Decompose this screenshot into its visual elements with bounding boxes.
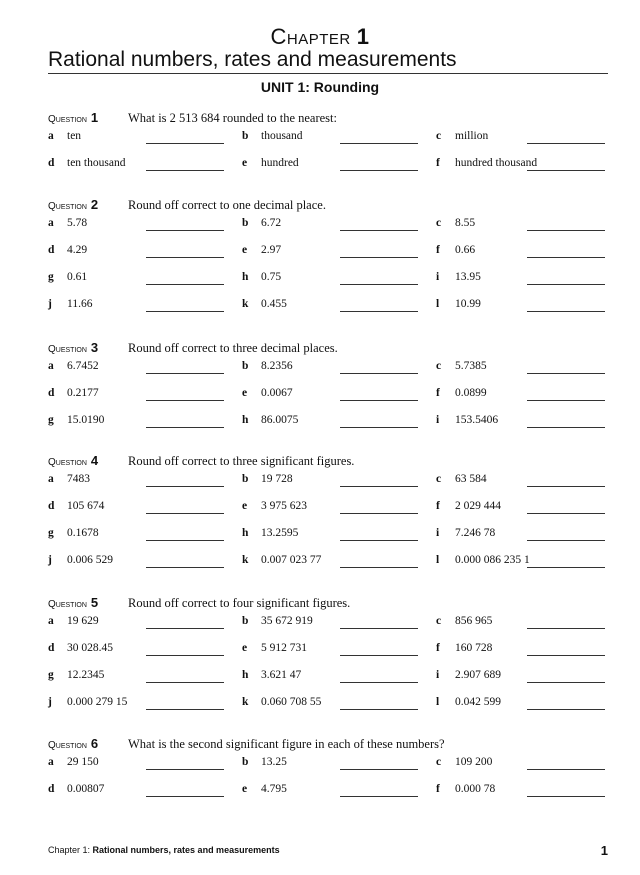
item-value: 8.55 (455, 217, 476, 229)
item-letter: a (48, 360, 54, 372)
item-value: 0.042 599 (455, 696, 501, 708)
answer-blank[interactable] (146, 230, 224, 231)
answer-blank[interactable] (340, 284, 418, 285)
answer-blank[interactable] (527, 170, 605, 171)
chapter-word: Chapter (270, 24, 351, 49)
answer-blank[interactable] (146, 769, 224, 770)
item-letter: f (436, 157, 440, 169)
item-letter: e (242, 157, 248, 169)
answer-blank[interactable] (527, 655, 605, 656)
item-value: 30 028.45 (67, 642, 113, 654)
item-letter: c (436, 756, 442, 768)
answer-blank[interactable] (527, 230, 605, 231)
answer-blank[interactable] (146, 540, 224, 541)
item-value: 0.0899 (455, 387, 487, 399)
answer-blank[interactable] (146, 796, 224, 797)
question-label (48, 110, 128, 125)
item-value: 3 975 623 (261, 500, 307, 512)
answer-blank[interactable] (146, 682, 224, 683)
answer-blank[interactable] (146, 257, 224, 258)
answer-blank[interactable] (146, 170, 224, 171)
item-letter: l (436, 554, 440, 566)
item-letter: d (48, 244, 55, 256)
item-letter: b (242, 130, 249, 142)
item-value: 13.2595 (261, 527, 299, 539)
answer-blank[interactable] (146, 655, 224, 656)
item-value: 7483 (67, 473, 90, 485)
item-letter: a (48, 615, 54, 627)
item-value: 13.95 (455, 271, 481, 283)
item-value: thousand (261, 130, 303, 142)
answer-blank[interactable] (146, 400, 224, 401)
footer-chapter (48, 845, 280, 855)
item-value: 0.2177 (67, 387, 99, 399)
answer-blank[interactable] (527, 284, 605, 285)
heading-divider (48, 73, 608, 74)
item-letter: a (48, 756, 54, 768)
question-label-text: Question (48, 599, 87, 610)
question-number: 5 (90, 595, 99, 610)
question-prompt: Round off correct to three significant figures. (128, 454, 355, 468)
answer-blank[interactable] (146, 513, 224, 514)
chapter-heading (0, 24, 640, 50)
item-letter: g (48, 414, 54, 426)
item-letter: e (242, 500, 248, 512)
item-value: 0.0067 (261, 387, 293, 399)
question-prompt: Round off correct to one decimal place. (128, 198, 326, 212)
answer-blank[interactable] (340, 769, 418, 770)
answer-blank[interactable] (146, 628, 224, 629)
question-label-text: Question (48, 457, 87, 468)
item-value: 0.66 (455, 244, 476, 256)
item-value: ten thousand (67, 157, 126, 169)
answer-blank[interactable] (340, 628, 418, 629)
answer-blank[interactable] (340, 567, 418, 568)
question-label (48, 197, 128, 212)
item-value: 15.0190 (67, 414, 105, 426)
item-letter: f (436, 500, 440, 512)
answer-blank[interactable] (527, 311, 605, 312)
answer-blank[interactable] (340, 427, 418, 428)
item-value: 0.000 086 235 1 (455, 554, 530, 566)
item-letter: e (242, 244, 248, 256)
answer-blank[interactable] (146, 567, 224, 568)
question-label (48, 595, 128, 610)
item-value: 10.99 (455, 298, 481, 310)
answer-blank[interactable] (340, 682, 418, 683)
item-value: 35 672 919 (261, 615, 313, 627)
item-value: 13.25 (261, 756, 287, 768)
item-value: 2.907 689 (455, 669, 501, 681)
item-value: hundred thousand (455, 157, 538, 169)
answer-blank[interactable] (146, 709, 224, 710)
item-value: hundred (261, 157, 299, 169)
item-letter: a (48, 130, 54, 142)
item-value: 19 728 (261, 473, 293, 485)
answer-blank[interactable] (527, 513, 605, 514)
answer-blank[interactable] (146, 486, 224, 487)
item-letter: d (48, 500, 55, 512)
item-letter: k (242, 298, 249, 310)
item-value: 0.000 279 15 (67, 696, 128, 708)
item-letter: h (242, 271, 249, 283)
item-value: 6.72 (261, 217, 282, 229)
item-value: 7.246 78 (455, 527, 496, 539)
item-letter: g (48, 669, 54, 681)
item-letter: b (242, 615, 249, 627)
item-letter: d (48, 642, 55, 654)
item-value: 86.0075 (261, 414, 299, 426)
item-value: 3.621 47 (261, 669, 302, 681)
item-value: 12.2345 (67, 669, 105, 681)
question-label-text: Question (48, 740, 87, 751)
item-letter: f (436, 783, 440, 795)
answer-blank[interactable] (340, 540, 418, 541)
item-value: 5.7385 (455, 360, 487, 372)
question-header (48, 453, 354, 469)
item-value: 160 728 (455, 642, 493, 654)
item-value: 0.060 708 55 (261, 696, 322, 708)
answer-blank[interactable] (527, 486, 605, 487)
question-header (48, 110, 337, 126)
answer-blank[interactable] (527, 257, 605, 258)
item-value: 856 965 (455, 615, 493, 627)
item-letter: e (242, 387, 248, 399)
item-letter: c (436, 360, 442, 372)
item-letter: i (436, 527, 440, 539)
question-number: 3 (90, 340, 99, 355)
question-prompt: What is 2 513 684 rounded to the nearest: (128, 111, 337, 125)
item-letter: b (242, 360, 249, 372)
answer-blank[interactable] (340, 311, 418, 312)
item-value: 5 912 731 (261, 642, 307, 654)
item-value: 0.75 (261, 271, 282, 283)
item-letter: b (242, 756, 249, 768)
question-prompt: Round off correct to four significant figures. (128, 596, 351, 610)
item-value: 0.000 78 (455, 783, 496, 795)
answer-blank[interactable] (527, 540, 605, 541)
item-value: 2.97 (261, 244, 282, 256)
item-letter: k (242, 696, 249, 708)
item-value: 0.61 (67, 271, 88, 283)
item-value: 0.455 (261, 298, 287, 310)
item-letter: c (436, 615, 442, 627)
question-header (48, 595, 350, 611)
answer-blank[interactable] (340, 143, 418, 144)
question-prompt: Round off correct to three decimal places. (128, 341, 338, 355)
answer-blank[interactable] (527, 567, 605, 568)
answer-blank[interactable] (340, 373, 418, 374)
item-letter: f (436, 642, 440, 654)
answer-blank[interactable] (340, 230, 418, 231)
item-letter: d (48, 387, 55, 399)
item-letter: j (48, 696, 52, 708)
item-value: 0.1678 (67, 527, 99, 539)
chapter-number: 1 (356, 24, 370, 49)
item-value: 0.00807 (67, 783, 105, 795)
answer-blank[interactable] (340, 486, 418, 487)
question-header (48, 197, 326, 213)
answer-blank[interactable] (146, 284, 224, 285)
item-letter: c (436, 473, 442, 485)
item-value: ten (67, 130, 82, 142)
item-letter: c (436, 130, 442, 142)
item-value: 153.5406 (455, 414, 499, 426)
item-value: 5.78 (67, 217, 88, 229)
item-letter: l (436, 696, 440, 708)
item-letter: a (48, 217, 54, 229)
item-value: million (455, 130, 489, 142)
item-value: 0.006 529 (67, 554, 113, 566)
answer-blank[interactable] (527, 769, 605, 770)
item-value: 4.29 (67, 244, 88, 256)
item-letter: d (48, 157, 55, 169)
page-number: 1 (600, 843, 608, 858)
item-letter: h (242, 669, 249, 681)
item-letter: h (242, 414, 249, 426)
chapter-subtitle: Rational numbers, rates and measurements (48, 48, 457, 71)
item-letter: e (242, 642, 248, 654)
answer-blank[interactable] (527, 427, 605, 428)
item-letter: h (242, 527, 249, 539)
answer-blank[interactable] (527, 796, 605, 797)
item-value: 8.2356 (261, 360, 293, 372)
answer-blank[interactable] (527, 373, 605, 374)
item-value: 105 674 (67, 500, 105, 512)
answer-blank[interactable] (340, 709, 418, 710)
answer-blank[interactable] (146, 311, 224, 312)
item-value: 4.795 (261, 783, 287, 795)
question-label (48, 736, 128, 751)
answer-blank[interactable] (146, 143, 224, 144)
question-prompt: What is the second significant figure in each of these numbers? (128, 737, 445, 751)
item-value: 29 150 (67, 756, 99, 768)
item-letter: g (48, 271, 54, 283)
answer-blank[interactable] (146, 373, 224, 374)
item-value: 63 584 (455, 473, 487, 485)
item-letter: k (242, 554, 249, 566)
question-label-text: Question (48, 114, 87, 125)
question-number: 6 (90, 736, 99, 751)
item-letter: g (48, 527, 54, 539)
item-letter: f (436, 244, 440, 256)
answer-blank[interactable] (340, 170, 418, 171)
answer-blank[interactable] (527, 143, 605, 144)
unit-title: UNIT 1: Rounding (260, 79, 380, 95)
question-label (48, 340, 128, 355)
answer-blank[interactable] (527, 682, 605, 683)
question-number: 2 (90, 197, 99, 212)
item-value: 11.66 (67, 298, 93, 310)
item-value: 109 200 (455, 756, 493, 768)
item-value: 19 629 (67, 615, 99, 627)
item-letter: b (242, 473, 249, 485)
item-letter: f (436, 387, 440, 399)
item-letter: l (436, 298, 440, 310)
item-letter: b (242, 217, 249, 229)
answer-blank[interactable] (340, 796, 418, 797)
item-value: 6.7452 (67, 360, 99, 372)
item-letter: i (436, 271, 440, 283)
item-letter: a (48, 473, 54, 485)
item-letter: e (242, 783, 248, 795)
question-label (48, 453, 128, 468)
item-letter: c (436, 217, 442, 229)
item-letter: j (48, 554, 52, 566)
answer-blank[interactable] (340, 513, 418, 514)
question-number: 4 (90, 453, 99, 468)
question-number: 1 (90, 110, 99, 125)
answer-blank[interactable] (146, 427, 224, 428)
item-letter: i (436, 414, 440, 426)
item-value: 0.007 023 77 (261, 554, 322, 566)
question-header (48, 340, 338, 356)
question-label-text: Question (48, 344, 87, 355)
answer-blank[interactable] (340, 400, 418, 401)
item-letter: i (436, 669, 440, 681)
answer-blank[interactable] (527, 400, 605, 401)
item-letter: j (48, 298, 52, 310)
question-label-text: Question (48, 201, 87, 212)
question-header (48, 736, 445, 752)
answer-blank[interactable] (527, 709, 605, 710)
answer-blank[interactable] (340, 655, 418, 656)
answer-blank[interactable] (527, 628, 605, 629)
item-value: 2 029 444 (455, 500, 501, 512)
footer-chapter-prefix: Chapter 1: (48, 845, 93, 855)
answer-blank[interactable] (340, 257, 418, 258)
footer-chapter-title: Rational numbers, rates and measurements (92, 845, 280, 855)
item-letter: d (48, 783, 55, 795)
